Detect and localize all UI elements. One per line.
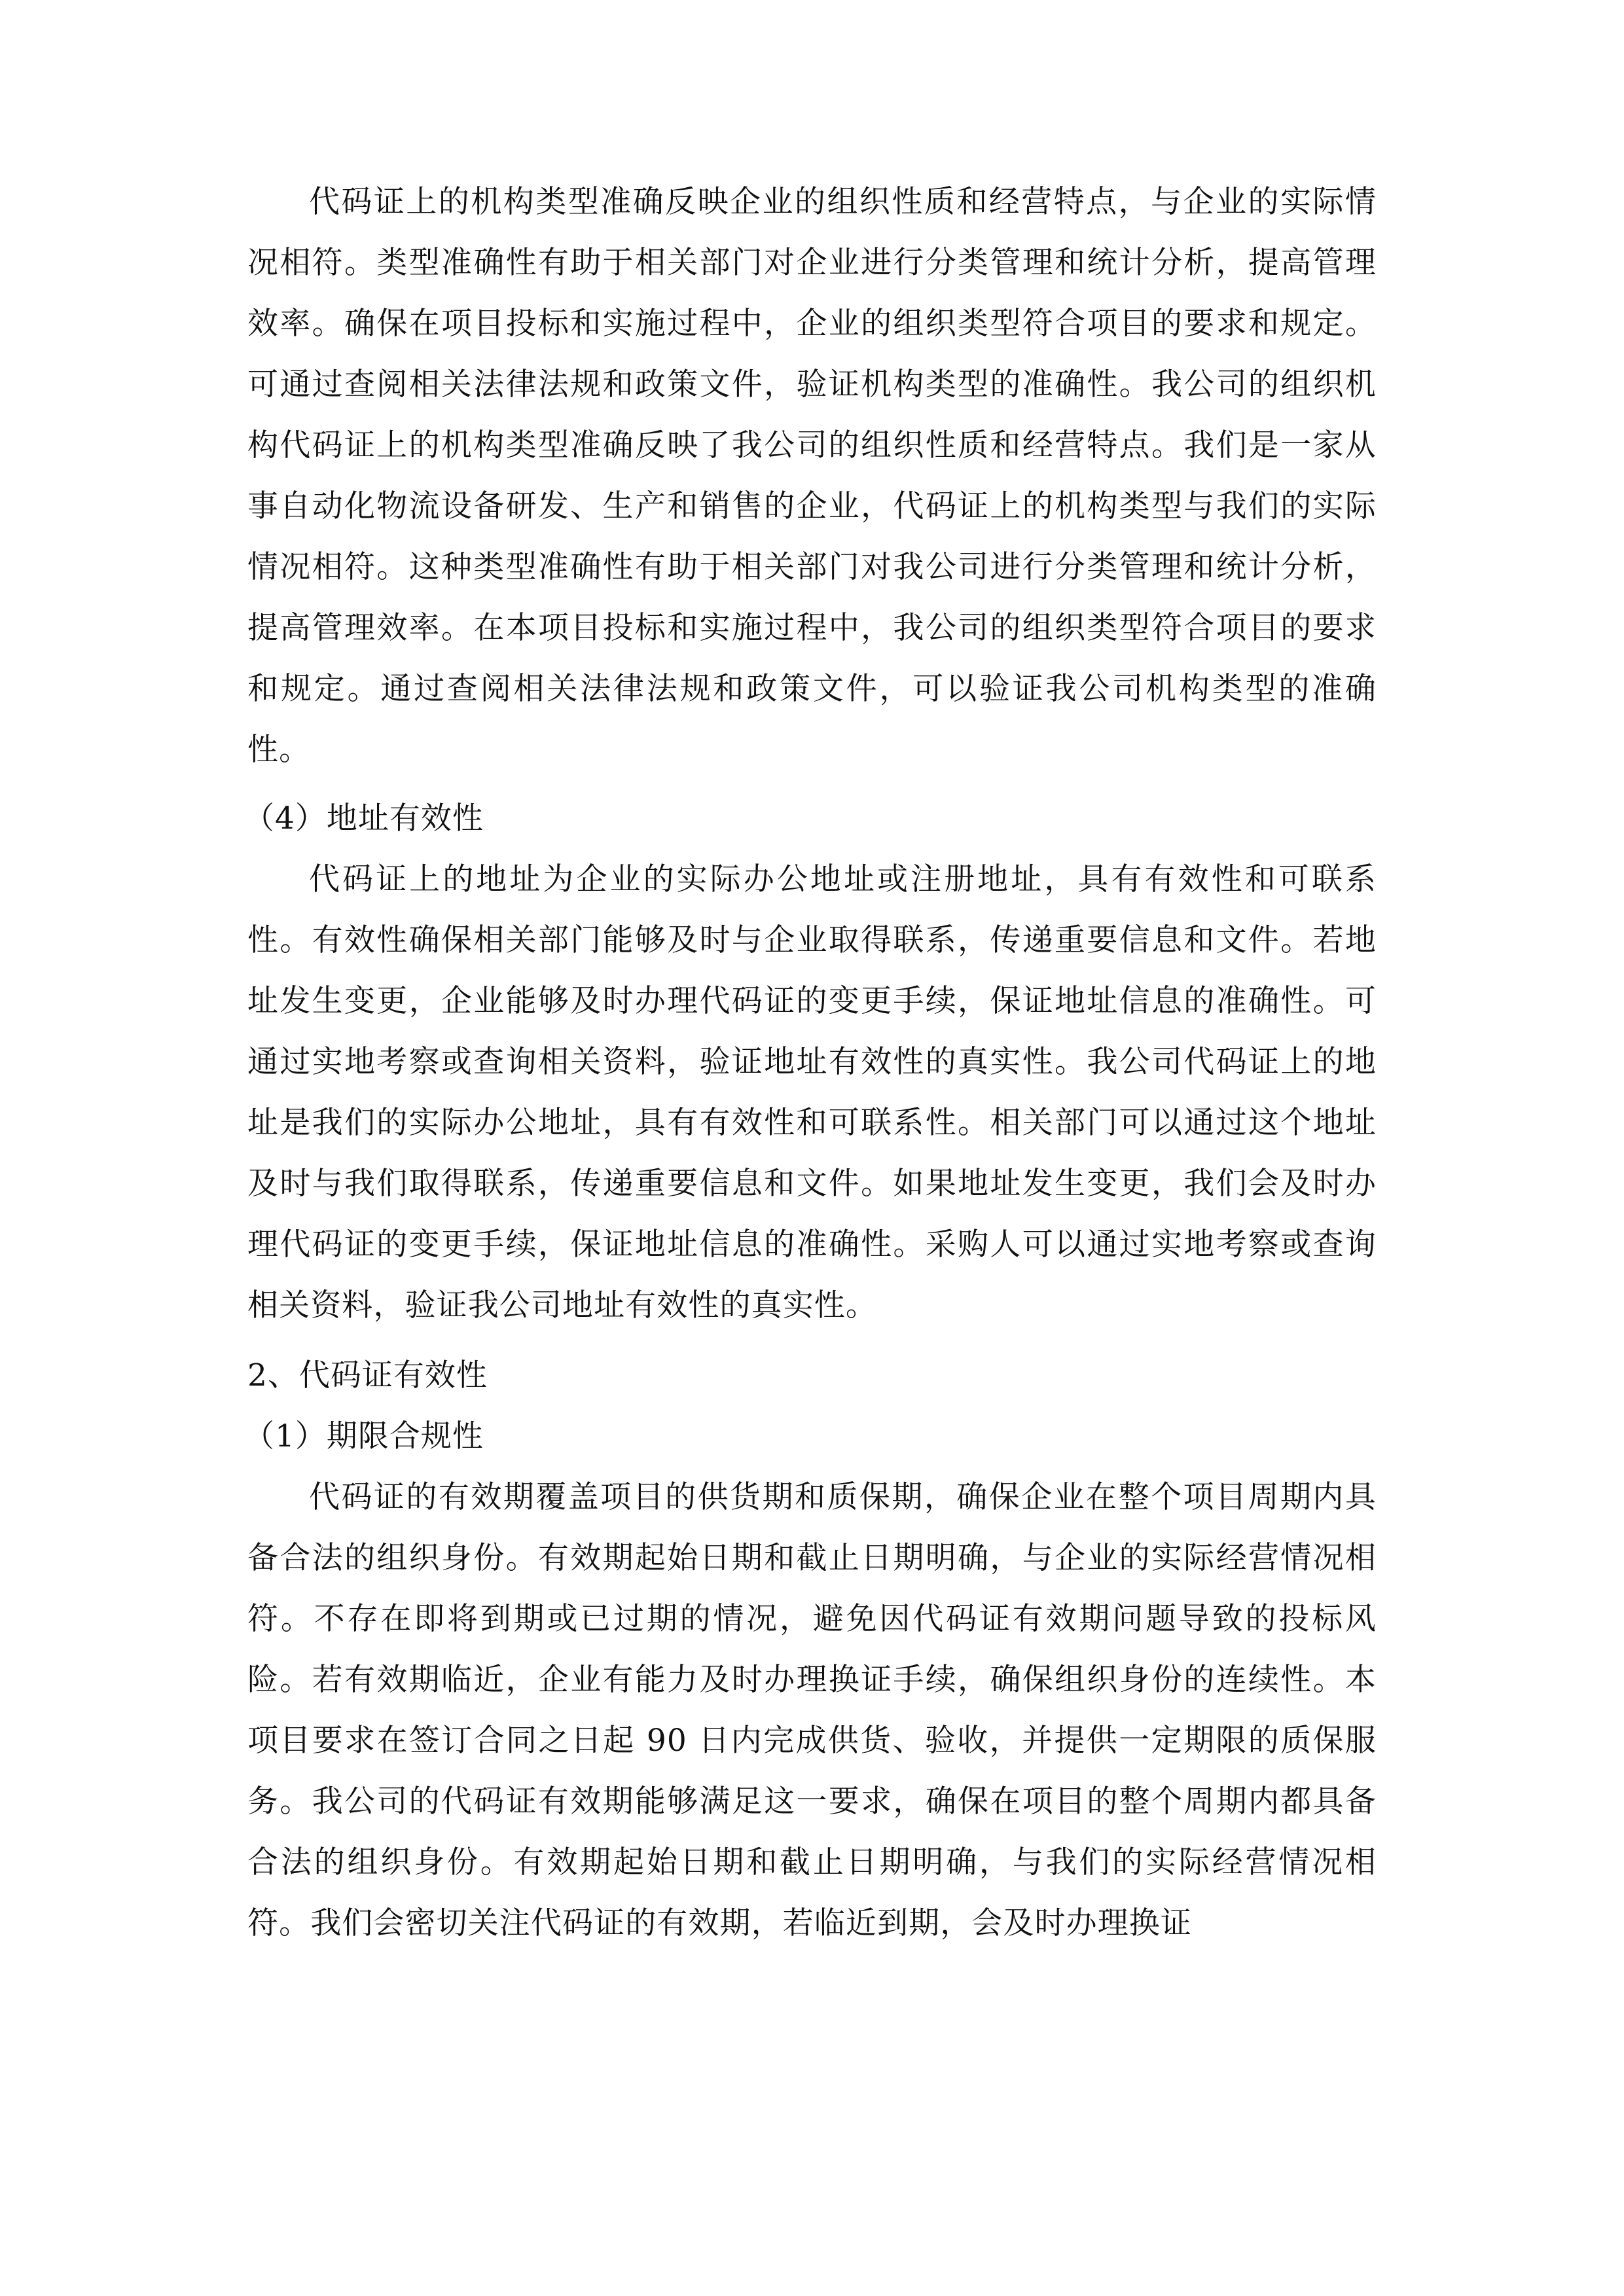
heading-code-certificate-validity: 2、代码证有效性 [247, 1357, 488, 1393]
document-body [244, 171, 1377, 1954]
paragraph-organization-type: 代码证上的机构类型准确反映企业的组织性质和经营特点，与企业的实际情况相符。类型准确性有助于相关部门对企业进行分类管理和统计分析，提高管理效率。确保在项目投标和实施过程中，企业的组织类型符合项目的要求和规定。可通过查阅相关法律法规和政策文件，验证机构类型的准确性。我公司的组织机构代码证上的机构类型准确反映了我公司的组织性质和经营特点。我们是一家从事自动化物流设备研发、生产和销售的企业，代码证上的机构类型与我们的实际情况相符。这种类型准确性有助于相关部门对我公司进行分类管理和统计分析，提高管理效率。在本项目投标和实施过程中，我公司的组织类型符合项目的要求和规定。通过查阅相关法律法规和政策文件，可以验证我公司机构类型的准确性。 [247, 184, 1377, 768]
paragraph-address-validity: 代码证上的地址为企业的实际办公地址或注册地址，具有有效性和可联系性。有效性确保相关部门能够及时与企业取得联系，传递重要信息和文件。若地址发生变更，企业能够及时办理代码证的变更手续，保证地址信息的准确性。可通过实地考察或查询相关资料，验证地址有效性的真实性。我公司代码证上的地址是我们的实际办公地址，具有有效性和可联系性。相关部门可以通过这个地址及时与我们取得联系，传递重要信息和文件。如果地址发生变更，我们会及时办理代码证的变更手续，保证地址信息的准确性。采购人可以通过实地考察或查询相关资料，验证我公司地址有效性的真实性。 [247, 861, 1377, 1323]
paragraph-term-compliance: 代码证的有效期覆盖项目的供货期和质保期，确保企业在整个项目周期内具备合法的组织身份。有效期起始日期和截止日期明确，与企业的实际经营情况相符。不存在即将到期或已过期的情况，避免因代码证有效期问题导致的投标风险。若有效期临近，企业有能力及时办理换证手续，确保组织身份的连续性。本项目要求在签订合同之日起 90 日内完成供货、验收，并提供一定期限的质保服务。我公司的代码证有效期能够满足这一要求，确保在项目的整个周期内都具备合法的组织身份。有效期起始日期和截止日期明确，与我们的实际经营情况相符。我们会密切关注代码证的有效期，若临近到期，会及时办理换证 [247, 1479, 1377, 1941]
heading-address-validity: （4）地址有效性 [244, 800, 484, 836]
heading-term-compliance: （1）期限合规性 [244, 1418, 484, 1454]
